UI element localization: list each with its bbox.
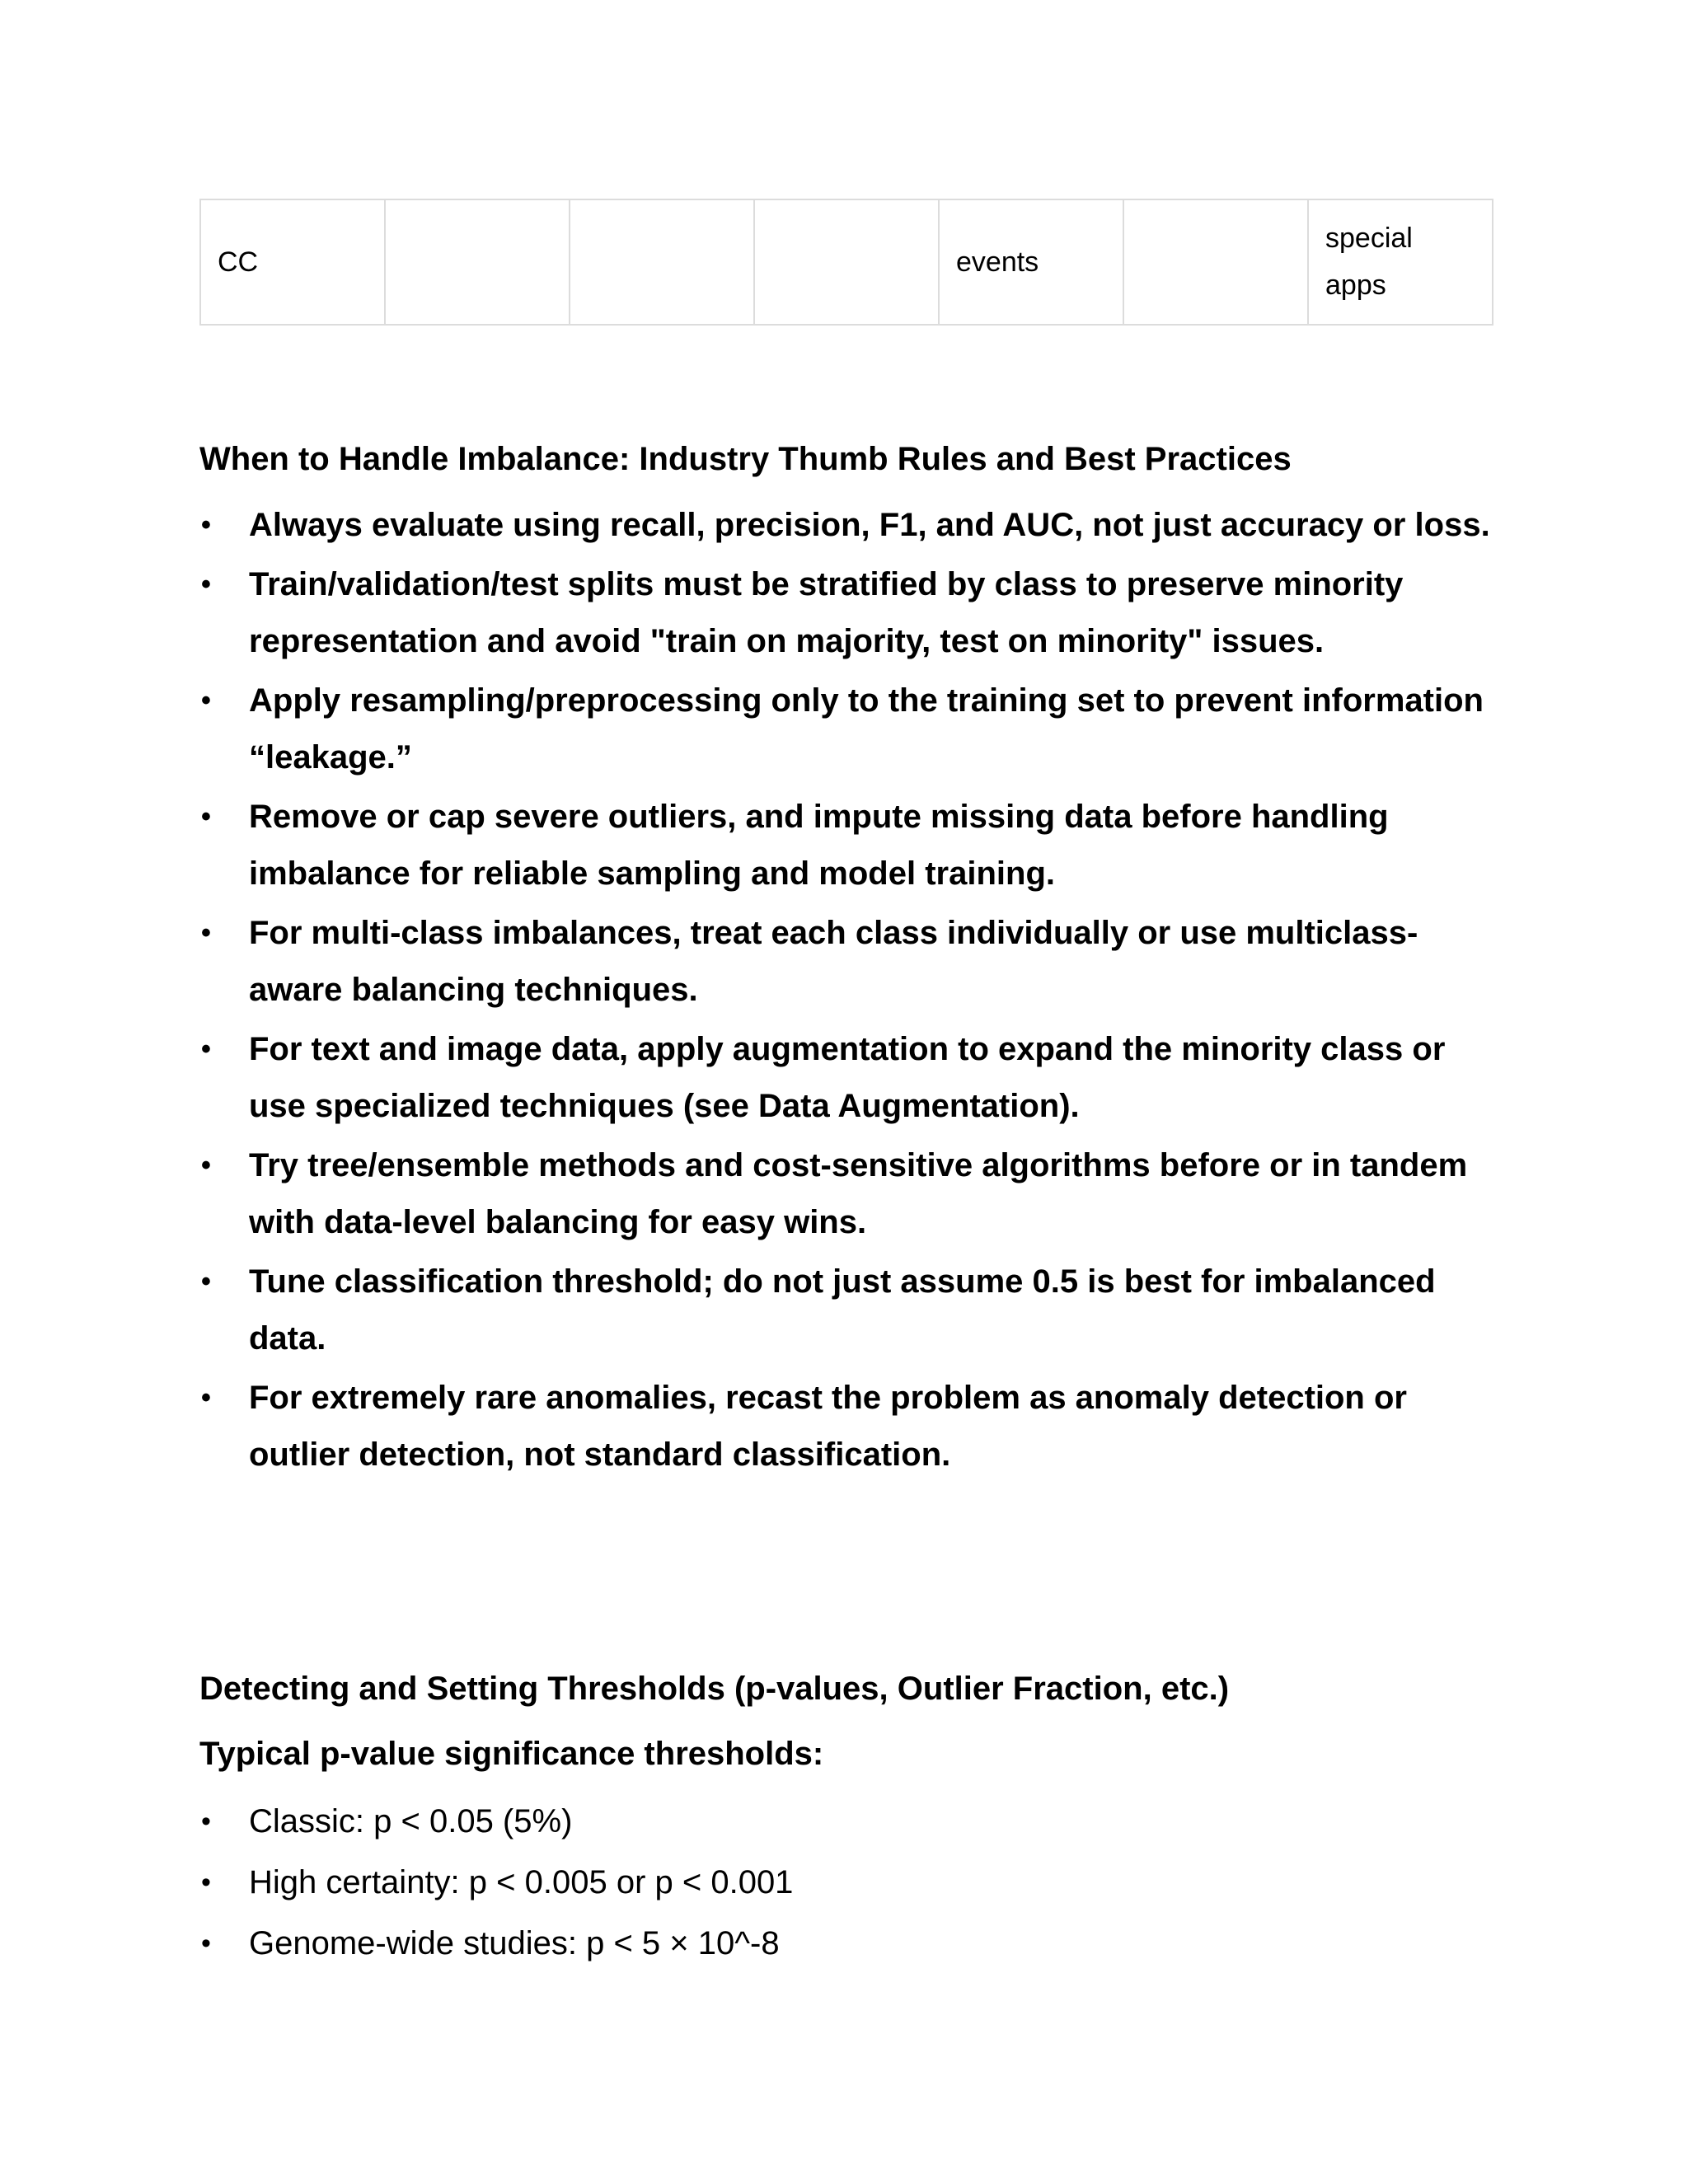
list-item [199,1854,1502,1911]
bullet-icon: • [201,917,211,949]
table-cell: special apps [1308,199,1493,325]
bullet-icon: • [201,1382,211,1413]
list-item-text: Classic: p < 0.05 (5%) [249,1803,573,1840]
table-cell [570,199,754,325]
best-practices-list [199,497,1502,1486]
list-item-text: Always evaluate using recall, precision, F1, and AUC, not just accuracy or loss. [249,507,1490,543]
table-fragment [199,199,1493,326]
list-item [199,1137,1502,1251]
bullet-icon: • [201,1867,211,1898]
bullet-icon: • [201,1033,211,1065]
list-item [199,497,1502,554]
table-cell [754,199,939,325]
list-item [199,1915,1502,1972]
list-item-text: Tune classification threshold; do not just assume 0.5 is best for imbalanced data. [249,1263,1436,1357]
list-item [199,1370,1502,1483]
section-heading-imbalance: When to Handle Imbalance: Industry Thumb Rules and Best Practices [199,441,1292,477]
list-item [199,556,1502,670]
list-item [199,673,1502,786]
list-item-text: High certainty: p < 0.005 or p < 0.001 [249,1864,794,1900]
list-item-text: For multi-class imbalances, treat each class individually or use multiclass-aware balancing techniques. [249,915,1418,1008]
list-item [199,1254,1502,1367]
list-item [199,1021,1502,1135]
section-heading-thresholds: Detecting and Setting Thresholds (p-values, Outlier Fraction, etc.) [199,1671,1230,1707]
bullet-icon: • [201,685,211,716]
bullet-icon: • [201,1806,211,1837]
bullet-icon: • [201,509,211,541]
list-item-text: For extremely rare anomalies, recast the problem as anomaly detection or outlier detection, not standard classification. [249,1380,1407,1473]
table-cell [1123,199,1308,325]
table-row [200,199,1493,325]
table-cell: events [939,199,1123,325]
list-item [199,905,1502,1019]
table-cell: CC [200,199,385,325]
list-item-text: Genome-wide studies: p < 5 × 10^-8 [249,1925,780,1961]
list-item-text: Remove or cap severe outliers, and impute missing data before handling imbalance for reliable sampling and model training. [249,799,1389,892]
bullet-icon: • [201,1928,211,1959]
list-item-text: For text and image data, apply augmentation to expand the minority class or use specialized techniques (see Data Augmentation). [249,1031,1446,1124]
list-item-text: Train/validation/test splits must be stratified by class to preserve minority representation and avoid "train on majority, test on minority" issues. [249,566,1404,659]
list-item [199,1793,1502,1850]
bullet-icon: • [201,569,211,600]
list-item-text: Apply resampling/preprocessing only to the training set to prevent information “leakage.” [249,682,1484,776]
subheading-pvalue: Typical p-value significance thresholds: [199,1736,824,1772]
bullet-icon: • [201,1266,211,1297]
list-item-text: Try tree/ensemble methods and cost-sensitive algorithms before or in tandem with data-level balancing for easy wins. [249,1147,1468,1240]
pvalue-threshold-list [199,1793,1502,1976]
bullet-icon: • [201,1150,211,1181]
list-item [199,789,1502,902]
table-cell [385,199,570,325]
bullet-icon: • [201,801,211,832]
